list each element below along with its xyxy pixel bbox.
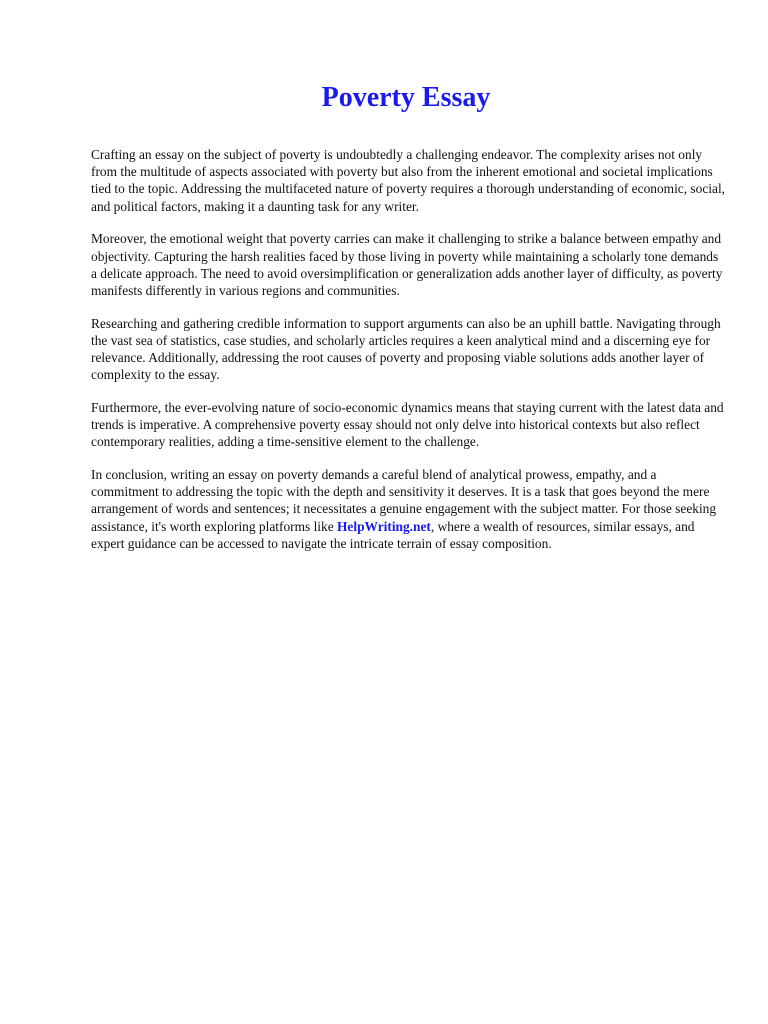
paragraph-4: Furthermore, the ever-evolving nature of socio-economic dynamics means that staying current with the latest data and trends is imperative. A comprehensive poverty essay should not only delve into historical contexts but also reflect contemporary realities, adding a time-sensitive element to the challenge. — [91, 399, 724, 450]
essay-body — [91, 146, 727, 568]
paragraph-conclusion — [91, 466, 727, 552]
page-title: Poverty Essay — [321, 82, 491, 113]
conclusion-text-before-link: In conclusion, writing an essay on poverty demands a careful blend of analytical prowess, empathy, and a commitment to addressing the topic with the depth and sensitivity it deserves. It is a task that goes beyond the mere arrangement of words and sentences; it necessitates a genuine engagement with the subject matter. For those seeking assistance, it's worth exploring platforms like — [91, 467, 717, 534]
paragraph-2: Moreover, the emotional weight that poverty carries can make it challenging to strike a balance between empathy and objectivity. Capturing the harsh realities faced by those living in poverty while maintaining a scholarly tone demands a delicate approach. The need to avoid oversimplification or generalization adds another layer of difficulty, as poverty manifests differently in various regions and communities. — [91, 231, 723, 298]
paragraph-3: Researching and gathering credible information to support arguments can also be an uphill battle. Navigating through the vast sea of statistics, case studies, and scholarly articles requires a keen analytical mind and a discerning eye for relevance. Additionally, addressing the root causes of poverty and proposing viable solutions adds another layer of complexity to the essay. — [91, 315, 721, 383]
paragraph-1: Crafting an essay on the subject of poverty is undoubtedly a challenging endeavor. The complexity arises not only from the multitude of aspects associated with poverty but also from the inherent emotional and societal implications tied to the topic. Addressing the multifaceted nature of poverty requires a thorough understanding of economic, social, and political factors, making it a daunting task for any writer. — [91, 147, 726, 214]
helpwriting-link[interactable]: HelpWriting.net — [337, 518, 431, 534]
conclusion-text-after-link: , where a wealth of resources, similar essays, and expert guidance can be accessed to navigate the intricate terrain of essay composition. — [91, 518, 695, 551]
